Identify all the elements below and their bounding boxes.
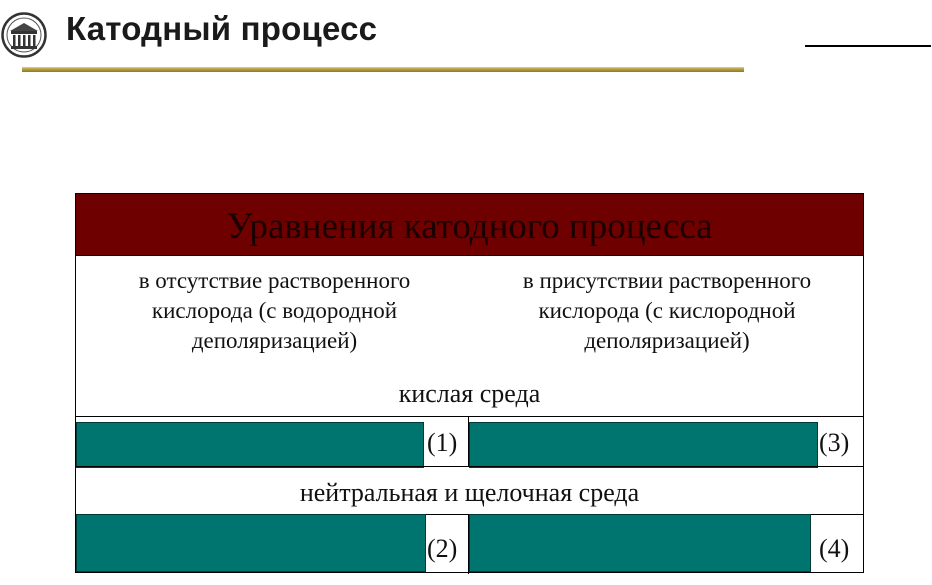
- equation-number-1: (1): [427, 428, 458, 457]
- slide-title: Катодный процесс: [66, 10, 378, 47]
- column-heading-line: в присутствии растворенного: [522, 268, 812, 293]
- column-heading-line: кислорода (с водородной: [151, 298, 398, 323]
- equation-box-2: [76, 514, 426, 572]
- cathode-equations-table: [75, 193, 864, 573]
- column-heading-line: деполяризацией): [191, 328, 358, 353]
- acid-medium-label: кислая среда: [398, 379, 541, 408]
- neutral-alkaline-medium-label: нейтральная и щелочная среда: [299, 478, 640, 507]
- equation-number-3: (3): [819, 428, 850, 457]
- title-underline: [22, 67, 744, 72]
- column-heading-without-oxygen: [102, 266, 447, 356]
- equation-number-2: (2): [427, 534, 458, 563]
- equation-box-1: [76, 422, 424, 468]
- table-header: Уравнения катодного процесса: [76, 194, 863, 256]
- column-heading-with-oxygen: [486, 266, 848, 356]
- corner-rule: [805, 45, 931, 47]
- equation-box-3: [469, 422, 818, 468]
- university-logo: [1, 12, 47, 58]
- row-divider: [76, 416, 863, 417]
- column-heading-line: деполяризацией): [584, 328, 750, 353]
- column-heading-line: в отсутствие растворенного: [138, 268, 411, 293]
- column-heading-line: кислорода (с кислородной: [538, 298, 796, 323]
- row-divider: [76, 466, 863, 467]
- equation-number-4: (4): [819, 534, 850, 563]
- equation-box-4: [469, 514, 811, 572]
